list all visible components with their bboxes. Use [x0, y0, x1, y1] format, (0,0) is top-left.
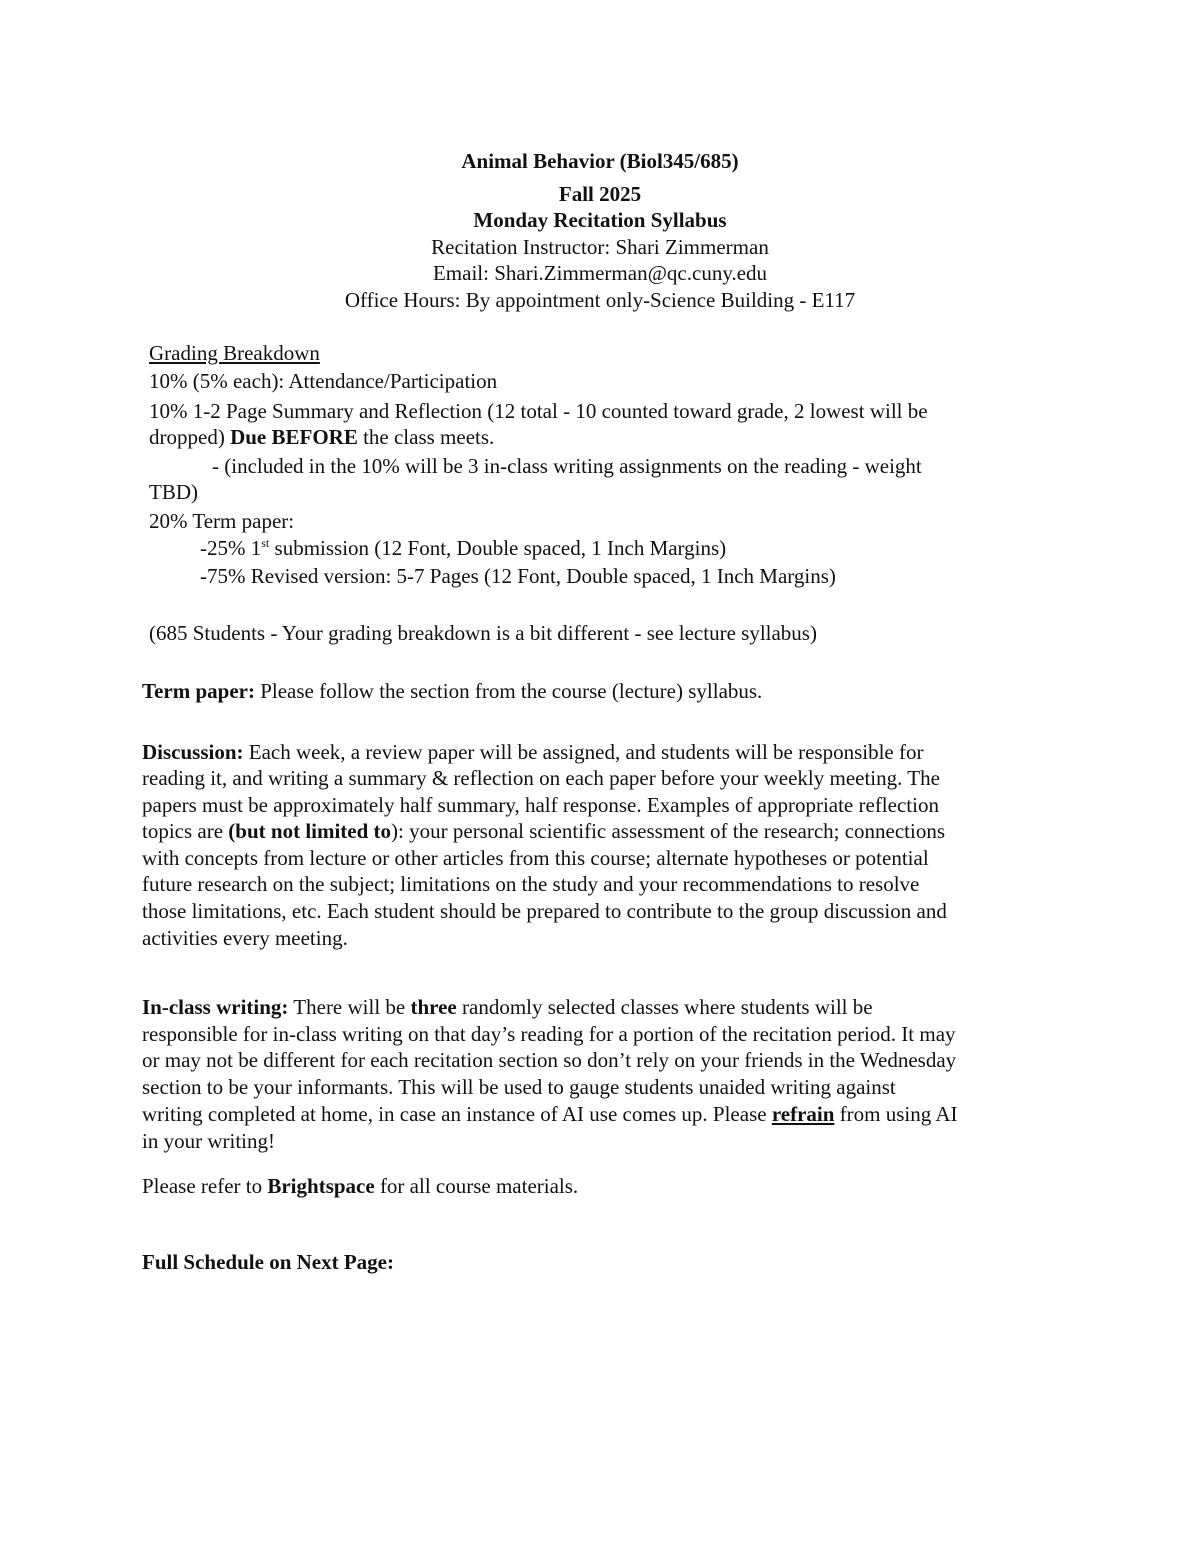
grading-first-submission	[200, 535, 726, 561]
email-line: Email: Shari.Zimmerman@qc.cuny.edu	[432, 261, 768, 285]
discussion-l4-a: topics are	[142, 819, 229, 843]
inclass-l1-a: There will be	[288, 995, 411, 1019]
discussion-line1	[142, 739, 924, 765]
discussion-l4-c: ): your personal scientific assessment of the research; connections	[391, 819, 946, 843]
inclass-line3: or may not be different for each recitation section so don’t rely on your friends in the Wednesday	[142, 1048, 957, 1072]
inclass-line4: section to be your informants. This will be used to gauge students unaided writing against	[142, 1075, 896, 1099]
brightspace-line	[142, 1173, 578, 1199]
brightspace-name: Brightspace	[267, 1174, 375, 1198]
grading-term-paper: 20% Term paper:	[149, 509, 295, 533]
inclass-line5	[142, 1101, 958, 1127]
grading-heading: Grading Breakdown	[149, 341, 320, 365]
discussion-line3: papers must be approximately half summary, half response. Examples of appropriate reflection	[142, 793, 939, 817]
first-sub-text-a: -25% 1	[200, 536, 262, 560]
course-title: Animal Behavior (Biol345/685)	[461, 149, 739, 173]
inclass-line2: responsible for in-class writing on that day’s reading for a portion of the recitation period. It may	[142, 1022, 956, 1046]
discussion-line5: with concepts from lecture or other articles from this course; alternate hypotheses or potential	[142, 846, 929, 870]
grading-summary-line2	[149, 424, 494, 450]
discussion-label: Discussion:	[142, 740, 244, 764]
discussion-text-l1: Each week, a review paper will be assigned, and students will be responsible for	[243, 740, 924, 764]
grading-included-line1: - (included in the 10% will be 3 in-class writing assignments on the reading - weight	[212, 454, 922, 478]
first-sub-text-b: submission (12 Font, Double spaced, 1 Inch Margins)	[269, 536, 727, 560]
discussion-line6: future research on the subject; limitations on the study and your recommendations to resolve	[142, 872, 920, 896]
inclass-line6: in your writing!	[142, 1129, 275, 1153]
grading-revised-version: -75% Revised version: 5-7 Pages (12 Font, Double spaced, 1 Inch Margins)	[200, 564, 836, 588]
term-paper-text: Please follow the section from the course (lecture) syllabus.	[254, 679, 763, 703]
inclass-l5-a: writing completed at home, in case an instance of AI use comes up. Please	[142, 1102, 772, 1126]
grading-685-note: (685 Students - Your grading breakdown is a bit different - see lecture syllabus)	[149, 621, 817, 645]
syllabus-title: Monday Recitation Syllabus	[473, 208, 727, 232]
grading-included-line2: TBD)	[149, 480, 198, 504]
term: Fall 2025	[558, 182, 642, 206]
inclass-label: In-class writing:	[142, 995, 289, 1019]
grading-attendance: 10% (5% each): Attendance/Participation	[149, 369, 498, 393]
discussion-line7: those limitations, etc. Each student should be prepared to contribute to the group discussion and	[142, 899, 947, 923]
next-page-note: Full Schedule on Next Page:	[142, 1250, 394, 1274]
inclass-line1	[142, 994, 873, 1020]
refrain-emphasis: refrain	[771, 1102, 835, 1126]
discussion-line4	[142, 818, 945, 844]
grading-summary-line1: 10% 1-2 Page Summary and Reflection (12 total - 10 counted toward grade, 2 lowest will be	[149, 399, 928, 423]
term-paper-section	[142, 678, 762, 704]
inclass-l5-c: from using AI	[834, 1102, 958, 1126]
office-hours-line: Office Hours: By appointment only-Science Building - E117	[344, 288, 856, 312]
brightspace-text-c: for all course materials.	[374, 1174, 579, 1198]
inclass-three-emphasis: three	[410, 995, 457, 1019]
discussion-line8: activities every meeting.	[142, 926, 348, 950]
brightspace-text-a: Please refer to	[142, 1174, 268, 1198]
inclass-l1-c: randomly selected classes where students will be	[456, 995, 873, 1019]
instructor-line: Recitation Instructor: Shari Zimmerman	[431, 235, 769, 259]
summary-line2-text-a: dropped)	[149, 425, 231, 449]
term-paper-label: Term paper:	[142, 679, 255, 703]
first-sub-superscript: st	[261, 536, 270, 550]
summary-line2-text-c: the class meets.	[357, 425, 495, 449]
discussion-line2: reading it, and writing a summary & reflection on each paper before your weekly meeting. The	[142, 766, 940, 790]
discussion-l4-emphasis: (but not limited to	[228, 819, 392, 843]
due-before-emphasis: Due BEFORE	[230, 425, 358, 449]
